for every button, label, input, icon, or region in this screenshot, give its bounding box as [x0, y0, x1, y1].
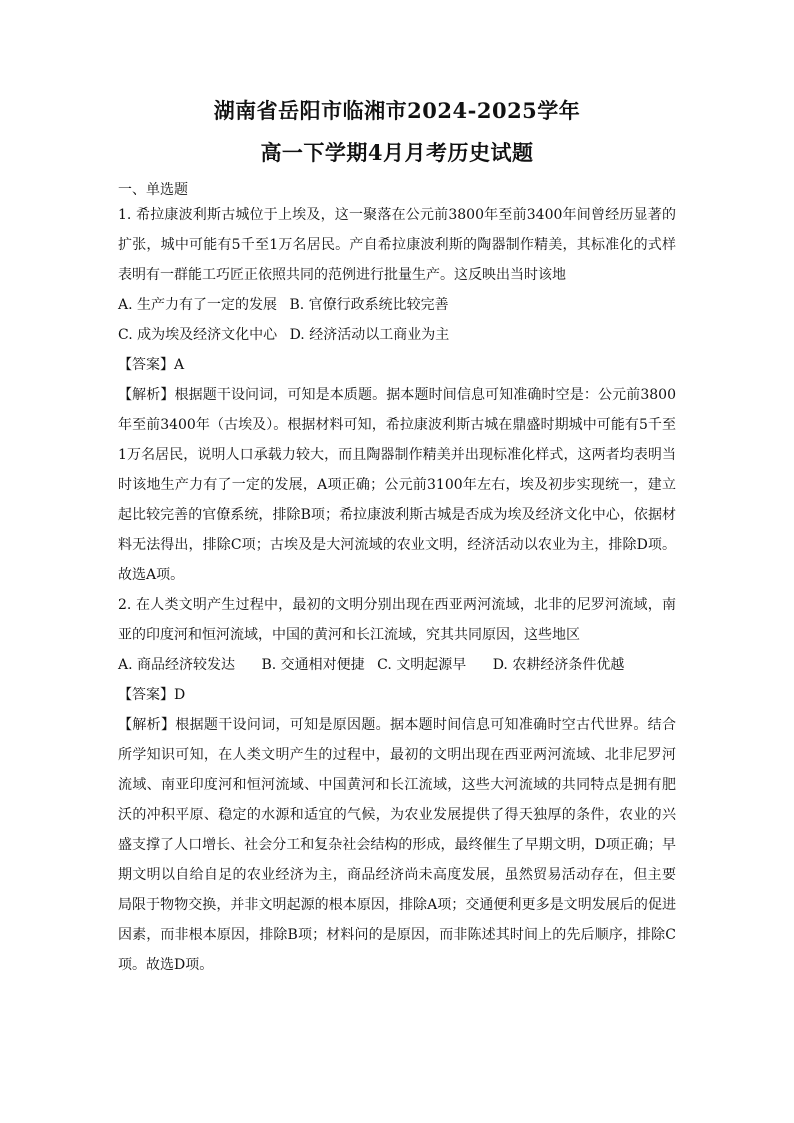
document-title-line1: 湖南省岳阳市临湘市2024-2025学年 [213, 98, 581, 123]
section-heading: 一、单选题 [118, 182, 188, 198]
question-2 [118, 590, 676, 980]
option-a: A. 生产力有了一定的发展 [118, 297, 278, 313]
option-b: B. 交通相对便捷 [261, 657, 365, 673]
analysis-text: 【解析】根据题干设问词，可知是原因题。据本题时间信息可知准确时空古代世界。结合所学知识可知，在人类文明产生的过程中，最初的文明出现在西亚两河流域、北非尼罗河流域、南亚印度河和恒河流域、中国黄河和长江流域，这些大河流域的共同特点是拥有肥沃的冲积平原、稳定的水源和适宜的气候，为农业发展提供了得天独厚的条件，农业的兴盛支撑了人口增长、社会分工和复杂社会结构的形成，最终催生了早期文明，D项正确；早期文明以自给自足的农业经济为主，商品经济尚未高度发展，虽然贸易活动存在，但主要局限于物物交换，并非文明起源的根本原因，排除A项；交通便利更多是文明发展后的促进因素，而非根本原因，排除B项；材料问的是原因，而非陈述其时间上的先后顺序，排除C项。故选D项。 [118, 717, 676, 973]
question-stem: 2. 在人类文明产生过程中，最初的文明分别出现在西亚两河流域，北非的尼罗河流域，南亚的印度河和恒河流域，中国的黄河和长江流域，究其共同原因，这些地区 [118, 597, 676, 643]
option-c: C. 文明起源早 [377, 657, 467, 673]
question-1 [118, 200, 676, 590]
analysis-text: 【解析】根据题干设问词，可知是本质题。据本题时间信息可知准确时空是：公元前3800年至前3400年（古埃及）。根据材料可知，希拉康波利斯古城在鼎盛时期城中可能有5千至1万名居民，说明人口承载力较大，而且陶器制作精美并出现标准化样式，这两者均表明当时该地生产力有了一定的发展，A项正确；公元前3100年左右，埃及初步实现统一，建立起比较完善的官僚系统，排除B项；希拉康波利斯古城是否成为埃及经济文化中心，依据材料无法得出，排除C项；古埃及是大河流域的农业文明，经济活动以农业为主，排除D项。故选A项。 [118, 387, 676, 583]
answer-label: 【答案】D [118, 687, 186, 703]
document-title-line2: 高一下学期4月月考历史试题 [260, 140, 534, 165]
question-stem: 1. 希拉康波利斯古城位于上埃及，这一聚落在公元前3800年至前3400年间曾经历显著的扩张，城中可能有5千至1万名居民。产自希拉康波利斯的陶器制作精美，其标准化的式样表明有一群能工巧匠正依照共同的范例进行批量生产。这反映出当时该地 [118, 207, 676, 283]
answer-label: 【答案】A [118, 357, 185, 373]
document-page [118, 96, 676, 980]
option-c: C. 成为埃及经济文化中心 [118, 327, 278, 343]
option-row [118, 650, 676, 680]
option-row [118, 320, 676, 350]
option-d: D. 农耕经济条件优越 [492, 657, 625, 673]
option-b: B. 官僚行政系统比较完善 [289, 297, 449, 313]
option-d: D. 经济活动以工商业为主 [289, 327, 450, 343]
option-a: A. 商品经济较发达 [118, 657, 236, 673]
option-row [118, 290, 676, 320]
